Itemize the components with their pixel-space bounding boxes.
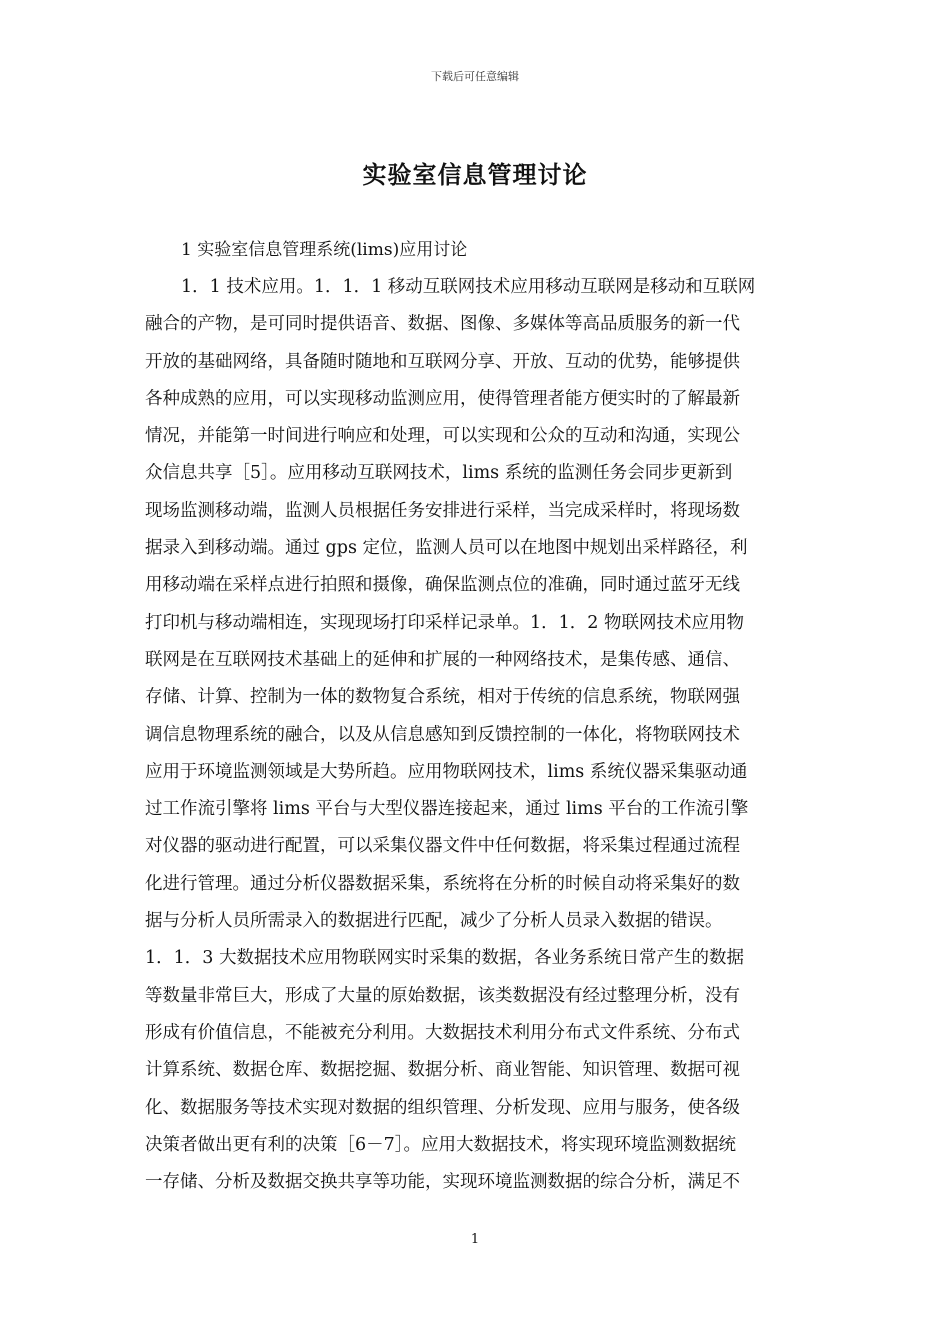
body-line: 对仪器的驱动进行配置，可以采集仪器文件中任何数据，将采集过程通过流程 [145, 836, 740, 857]
body-line: 融合的产物，是可同时提供语音、数据、图像、多媒体等高品质服务的新一代 [145, 314, 740, 335]
body-line: 应用于环境监测领域是大势所趋。应用物联网技术，lims 系统仪器采集驱动通 [145, 761, 748, 782]
body-line: 存储、计算、控制为一体的数物复合系统，相对于传统的信息系统，物联网强 [145, 687, 740, 708]
body-line: 1．1．3 大数据技术应用物联网实时采集的数据，各业务系统日常产生的数据 [145, 948, 744, 969]
body-line: 情况，并能第一时间进行响应和处理，可以实现和公众的互动和沟通，实现公 [145, 426, 740, 447]
body-line: 计算系统、数据仓库、数据挖掘、数据分析、商业智能、知识管理、数据可视 [145, 1060, 740, 1081]
header-note: 下载后可任意编辑 [431, 70, 519, 83]
body-line: 用移动端在采样点进行拍照和摄像，确保监测点位的准确，同时通过蓝牙无线 [145, 575, 740, 596]
page-title: 实验室信息管理讨论 [362, 161, 588, 189]
body-text [145, 273, 810, 1205]
body-line: 开放的基础网络，具备随时随地和互联网分享、开放、互动的优势，能够提供 [145, 351, 740, 372]
body-line: 据与分析人员所需录入的数据进行匹配，减少了分析人员录入数据的错误。 [145, 911, 723, 932]
body-line: 各种成熟的应用，可以实现移动监测应用，使得管理者能方便实时的了解最新 [145, 388, 740, 409]
body-line: 1．1 技术应用。1．1．1 移动互联网技术应用移动互联网是移动和互联网 [181, 277, 756, 297]
body-line: 决策者做出更有利的决策［6－7］。应用大数据技术，将实现环境监测数据统 [145, 1134, 737, 1155]
body-line: 过工作流引擎将 lims 平台与大型仪器连接起来，通过 lims 平台的工作流引擎 [145, 799, 749, 820]
body-line: 联网是在互联网技术基础上的延伸和扩展的一种网络技术，是集传感、通信、 [145, 649, 740, 670]
page-number: 1 [470, 1232, 480, 1247]
body-line: 等数量非常巨大，形成了大量的原始数据，该类数据没有经过整理分析，没有 [145, 985, 740, 1006]
body-line: 打印机与移动端相连，实现现场打印采样记录单。1．1．2 物联网技术应用物 [145, 612, 744, 633]
body-line: 据录入到移动端。通过 gps 定位，监测人员可以在地图中规划出采样路径，利 [145, 538, 748, 559]
body-line: 化、数据服务等技术实现对数据的组织管理、分析发现、应用与服务，使各级 [145, 1097, 740, 1118]
body-line: 一存储、分析及数据交换共享等功能，实现环境监测数据的综合分析，满足不 [145, 1172, 740, 1193]
body-line: 众信息共享［5］。应用移动互联网技术，lims 系统的监测任务会同步更新到 [145, 463, 733, 484]
section-heading: 1 实验室信息管理系统(lims)应用讨论 [181, 240, 468, 260]
body-line: 形成有价值信息，不能被充分利用。大数据技术利用分布式文件系统、分布式 [145, 1022, 740, 1043]
body-line: 调信息物理系统的融合，以及从信息感知到反馈控制的一体化，将物联网技术 [145, 724, 740, 745]
body-line: 化进行管理。通过分析仪器数据采集，系统将在分析的时候自动将采集好的数 [145, 873, 740, 894]
body-line: 现场监测移动端，监测人员根据任务安排进行采样，当完成采样时，将现场数 [145, 500, 740, 521]
